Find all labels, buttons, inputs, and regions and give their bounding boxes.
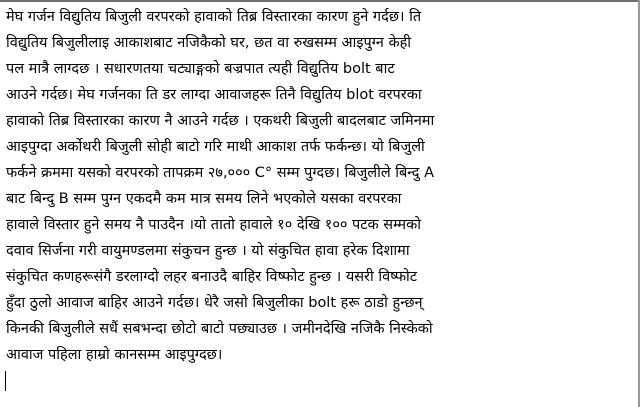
text-line: हावाले विस्तार हुने समय नै पाउदैन ।यो तातो हावाले १० देखि १०० पटक सम्मको	[6, 217, 421, 233]
text-line: किनकी बिजुलीले सधैं सबभन्दा छोटो बाटो पछ्याउछ । जमीनदेखि नजिकै निस्केको	[6, 321, 433, 337]
text-line: आवाज पहिला हाम्रो कानसम्म आइपुग्दछ।	[6, 347, 223, 363]
text-line: दवाव सिर्जना गरी वायुमण्डलमा संकुचन हुन्छ । यो संकुचित हावा हरेक दिशामा	[6, 243, 410, 259]
top-border	[0, 0, 640, 2]
text-line: मेघ गर्जन विद्युतिय बिजुली वरपरको हावाको तिब्र विस्तारका कारण हुने गर्दछ। ति	[6, 9, 422, 25]
text-line: आउने गर्दछ। मेघ गर्जनका ति डर लाग्दा आवाजहरू तिनै विद्युतिय blot वरपरका	[6, 87, 422, 103]
text-line: बाट बिन्दु B सम्म पुग्न एकदमै कम मात्र समय लिने भएकोले यसका वरपरका	[6, 191, 402, 207]
text-line: हावाको तिब्र विस्तारका कारण नै आउने गर्दछ । एकथरी बिजुली बादलबाट जमिनमा	[6, 113, 435, 129]
text-cursor	[5, 371, 6, 391]
paragraph[interactable]	[6, 4, 634, 368]
text-line: पल मात्रै लाग्दछ । सधारणतया चट्याङ्गको बज्रपात त्यही विद्युतिय bolt बाट	[6, 61, 395, 77]
text-line: हुँदा ठुलो आवाज बाहिर आउने गर्दछ। धेरै जसो बिजुलीका bolt हरू ठाडो हुन्छन्	[6, 295, 423, 311]
text-line: आइपुग्दा अर्कोथरी बिजुली सोही बाटो गरि माथी आकाश तर्फ फर्कन्छ। यो बिजुली	[6, 139, 425, 155]
text-line: विद्युतिय बिजुलीलाइ आकाशबाट नजिकैको घर, छत वा रुखसम्म आइपुग्न केही	[6, 35, 412, 51]
text-line: संकुचित कणहरूसंगै डरलाग्दो लहर बनाउदै बाहिर विष्फोट हुन्छ । यसरी विष्फोट	[6, 269, 418, 285]
text-line: फर्कने क्रममा यसको वरपरको तापक्रम २७,००० C° सम्म पुग्दछ। बिजुलीले बिन्दु A	[6, 165, 435, 181]
